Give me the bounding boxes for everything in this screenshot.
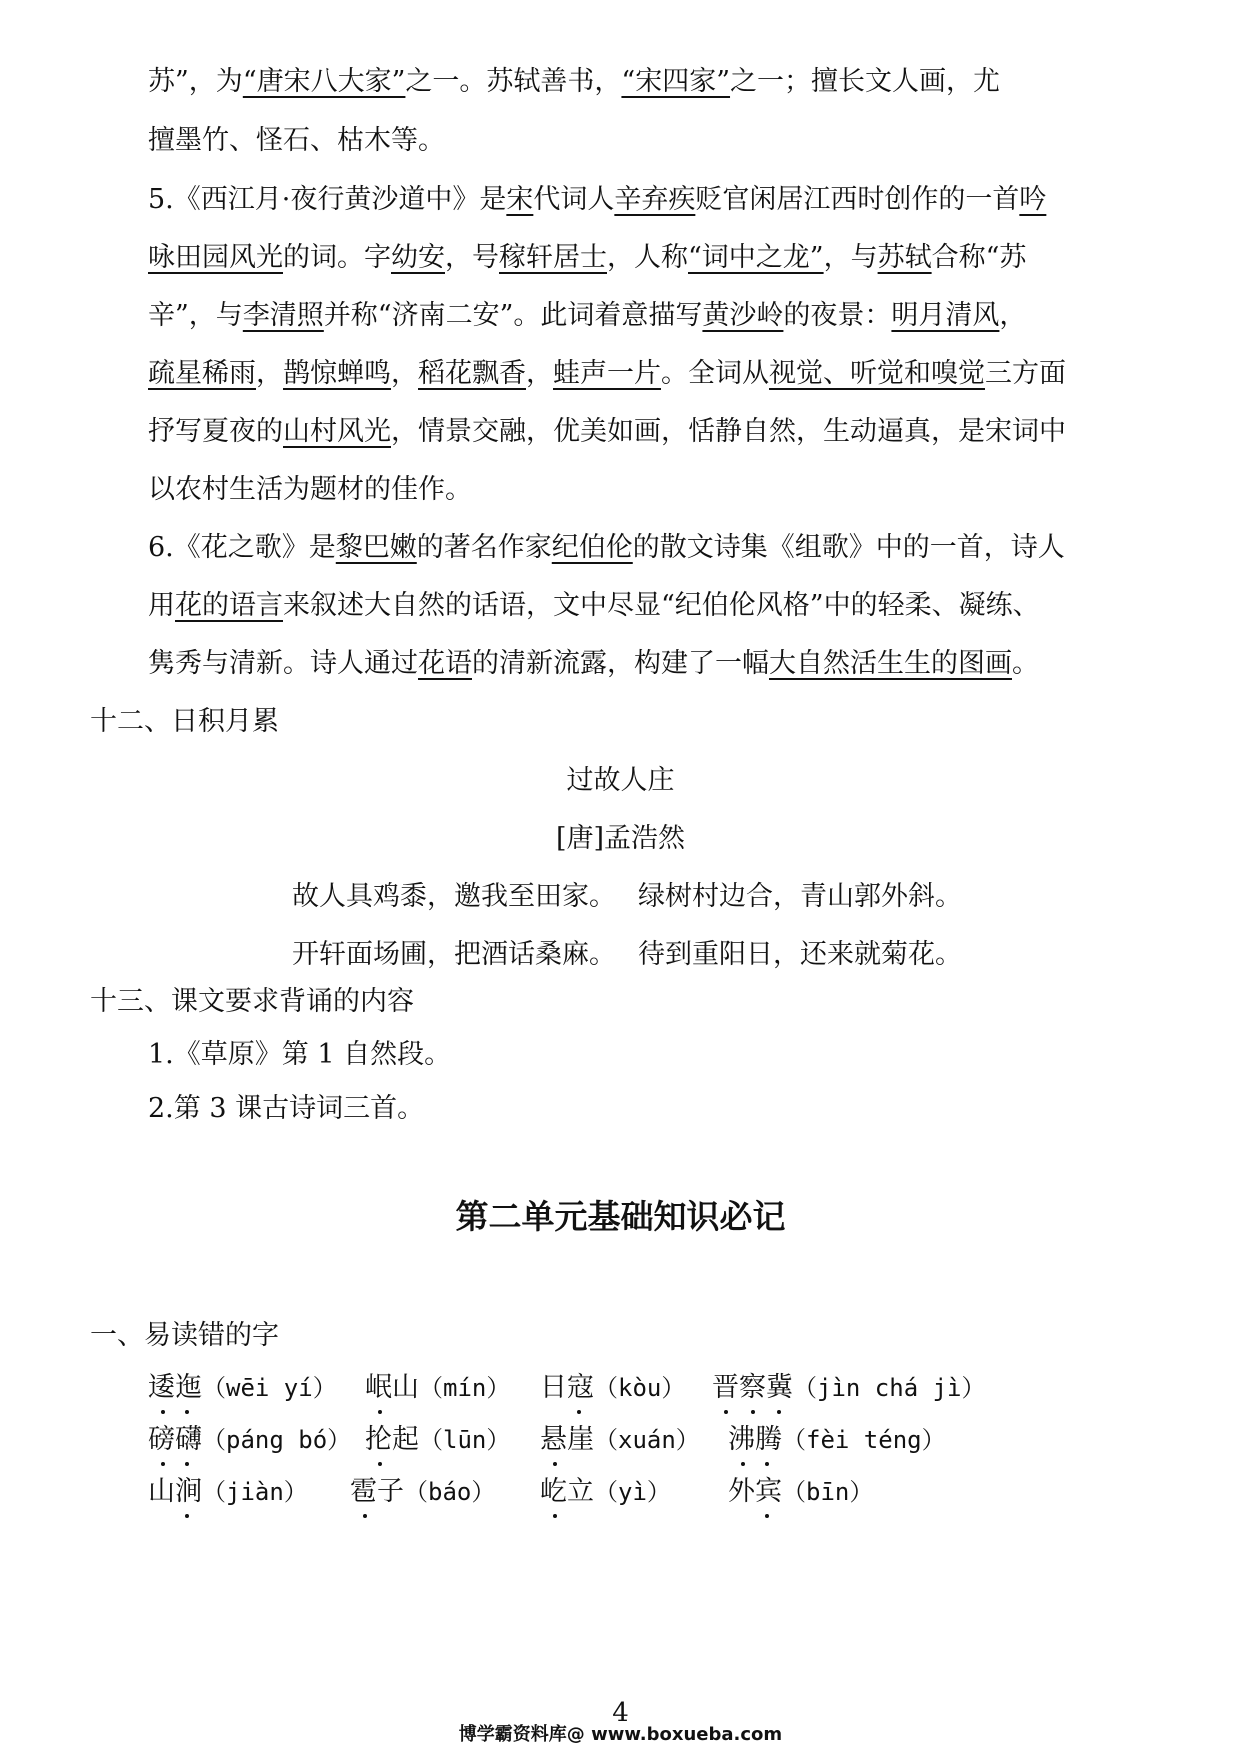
underlined-term: 黄沙岭 bbox=[702, 300, 784, 331]
text: ， bbox=[256, 358, 283, 389]
underlined-term: 纪伯伦 bbox=[551, 532, 633, 563]
unit2-title: 第二单元基础知识必记 bbox=[455, 1197, 786, 1236]
vocab-word-text: 外宾 bbox=[728, 1476, 782, 1507]
vocab-entry bbox=[712, 1368, 986, 1408]
vocab-word bbox=[540, 1368, 594, 1408]
underlined-term: 李清照 bbox=[242, 300, 324, 331]
vocab-entry bbox=[728, 1472, 873, 1512]
text: ，情景交融，优美如画，恬静自然，生动逼真，是宋词中 bbox=[391, 416, 1066, 447]
pinyin: （kòu） bbox=[594, 1374, 686, 1402]
underlined-term: 明月清风 bbox=[891, 300, 1000, 331]
vocab-word-text: 悬崖 bbox=[540, 1424, 594, 1455]
vocab-word-text: 岷山 bbox=[365, 1372, 419, 1403]
para5-line2 bbox=[148, 238, 1148, 278]
poem-line-1 bbox=[292, 877, 1241, 917]
underlined-term: 山村风光 bbox=[283, 416, 391, 447]
para5-line4 bbox=[148, 354, 1148, 394]
pinyin: （bīn） bbox=[782, 1478, 874, 1506]
text: ，号 bbox=[445, 242, 499, 273]
text: 。 bbox=[1012, 648, 1039, 679]
text: 来叙述大自然的话语，文中尽显“纪伯伦风格”中的轻柔、凝练、 bbox=[283, 590, 1040, 621]
poem-verse: 待到重阳日，还来就菊花。 bbox=[638, 939, 962, 970]
emphasis-dot bbox=[185, 1514, 189, 1518]
text: 抒写夏夜的 bbox=[148, 416, 283, 447]
underlined-term: 疏星稀雨 bbox=[148, 358, 256, 389]
vocab-word bbox=[540, 1472, 594, 1512]
pinyin: （lūn） bbox=[419, 1426, 511, 1454]
text: 的夜景： bbox=[783, 300, 892, 331]
underlined-term: “唐宋八大家” bbox=[242, 66, 406, 97]
text: 6.《花之歌》是 bbox=[148, 532, 336, 563]
underlined-term: 稼轩居士 bbox=[499, 242, 607, 273]
text: 5.《西江月·夜行黄沙道中》是 bbox=[148, 184, 507, 215]
text: 贬官闲居江西时创作的一首 bbox=[695, 184, 1020, 215]
emphasis-dot bbox=[724, 1410, 728, 1414]
text: 的词。字 bbox=[283, 242, 391, 273]
vocab-entry bbox=[365, 1368, 510, 1408]
underlined-term: 苏轼 bbox=[877, 242, 932, 273]
vocab-word bbox=[148, 1472, 202, 1512]
para5-line3 bbox=[148, 296, 1148, 336]
text: 的散文诗集《组歌》中的一首，诗人 bbox=[632, 532, 1065, 563]
poem-line-2 bbox=[292, 935, 1241, 975]
underlined-term: 大自然活生生的图画 bbox=[769, 648, 1012, 679]
underlined-term: 鹊惊蝉鸣 bbox=[283, 358, 391, 389]
emphasis-dot bbox=[751, 1410, 755, 1414]
vocab-entry bbox=[540, 1368, 685, 1408]
vocab-word-text: 晋察冀 bbox=[712, 1372, 793, 1403]
vocab-entry bbox=[148, 1368, 337, 1408]
text: ， bbox=[526, 358, 553, 389]
emphasis-dot bbox=[765, 1514, 769, 1518]
page-number: 4 bbox=[612, 1698, 629, 1728]
vocab-word-text: 抡起 bbox=[365, 1424, 419, 1455]
underlined-term: “词中之龙” bbox=[688, 242, 824, 273]
text: 隽秀与清新。诗人通过 bbox=[148, 648, 418, 679]
text: 合称“苏 bbox=[931, 242, 1027, 273]
vocab-entry bbox=[365, 1420, 510, 1460]
underlined-term: 视觉、听觉和嗅觉 bbox=[769, 358, 985, 389]
emphasis-dot bbox=[185, 1462, 189, 1466]
vocab-word-text: 屹立 bbox=[540, 1476, 594, 1507]
poem-verse: 开轩面场圃，把酒话桑麻。 bbox=[292, 939, 616, 970]
section13-heading: 十三、课文要求背诵的内容 bbox=[90, 986, 414, 1017]
text: ， bbox=[391, 358, 418, 389]
emphasis-dot bbox=[185, 1410, 189, 1414]
text: ， bbox=[999, 300, 1027, 331]
vocab-word-text: 雹子 bbox=[350, 1476, 404, 1507]
vocab-entry bbox=[350, 1472, 495, 1512]
vocab-word bbox=[712, 1368, 793, 1408]
recite-item-2: 2.第 3 课古诗词三首。 bbox=[148, 1093, 425, 1124]
underlined-term: 花语 bbox=[418, 648, 472, 679]
vocab-word-text: 磅礴 bbox=[148, 1424, 202, 1455]
underlined-term: 辛弃疾 bbox=[614, 184, 696, 215]
poem-verse: 绿树村边合，青山郭外斜。 bbox=[638, 881, 962, 912]
pinyin: （páng bó） bbox=[202, 1426, 352, 1454]
pinyin: （jiàn） bbox=[202, 1478, 308, 1506]
text: 的清新流露，构建了一幅 bbox=[472, 648, 769, 679]
para5-line6: 以农村生活为题材的佳作。 bbox=[148, 474, 472, 505]
vocab-word-text: 山涧 bbox=[148, 1476, 202, 1507]
text: 的著名作家 bbox=[416, 532, 552, 563]
emphasis-dot bbox=[777, 1410, 781, 1414]
text: 辛”，与 bbox=[148, 300, 243, 331]
pinyin: （báo） bbox=[404, 1478, 496, 1506]
vocab-word-text: 沸腾 bbox=[728, 1424, 782, 1455]
para4-line2: 擅墨竹、怪石、枯木等。 bbox=[148, 125, 445, 156]
text: ，人称 bbox=[607, 242, 688, 273]
pinyin: （wēi yí） bbox=[202, 1374, 337, 1402]
pinyin: （jìn chá jì） bbox=[793, 1374, 986, 1402]
text: 苏”，为 bbox=[148, 66, 243, 97]
vocab-word bbox=[148, 1368, 202, 1408]
emphasis-dot bbox=[553, 1514, 557, 1518]
vocab-word-text: 逶迤 bbox=[148, 1372, 202, 1403]
para6-line2 bbox=[148, 586, 1148, 626]
para5-line1 bbox=[148, 180, 1148, 220]
underlined-term: 咏田园风光 bbox=[148, 242, 283, 273]
underlined-term: 蛙声一片 bbox=[553, 358, 661, 389]
poem-author: [唐]孟浩然 bbox=[555, 823, 686, 854]
emphasis-dot bbox=[161, 1462, 165, 1466]
footer-watermark: 博学霸资料库@ www.boxueba.com bbox=[458, 1724, 783, 1745]
text: 之一；擅长文人画，尤 bbox=[730, 66, 1001, 97]
underlined-term: 吟 bbox=[1019, 184, 1047, 215]
recite-item-1: 1.《草原》第 1 自然段。 bbox=[148, 1039, 452, 1070]
pinyin: （fèi téng） bbox=[782, 1426, 946, 1454]
poem-title: 过故人庄 bbox=[566, 765, 675, 796]
vocab-word bbox=[365, 1368, 419, 1408]
vocab-entry bbox=[540, 1472, 671, 1512]
vocab-word bbox=[728, 1472, 782, 1512]
pinyin: （yì） bbox=[594, 1478, 671, 1506]
para5-line5 bbox=[148, 412, 1148, 452]
pinyin: （xuán） bbox=[594, 1426, 700, 1454]
text: 代词人 bbox=[533, 184, 615, 215]
vocab-word bbox=[350, 1472, 404, 1512]
para6-line1 bbox=[148, 528, 1148, 568]
vocab-entry bbox=[728, 1420, 946, 1460]
poem-verse: 故人具鸡黍，邀我至田家。 bbox=[292, 881, 616, 912]
underlined-term: 稻花飘香 bbox=[418, 358, 526, 389]
underlined-term: 黎巴嫩 bbox=[335, 532, 417, 563]
para6-line3 bbox=[148, 644, 1148, 684]
vocab-word bbox=[728, 1420, 782, 1460]
emphasis-dot bbox=[378, 1462, 382, 1466]
unit2-section1-heading: 一、易读错的字 bbox=[90, 1320, 279, 1351]
text: 用 bbox=[148, 590, 175, 621]
vocab-entry bbox=[540, 1420, 700, 1460]
emphasis-dot bbox=[765, 1462, 769, 1466]
emphasis-dot bbox=[553, 1462, 557, 1466]
vocab-word bbox=[365, 1420, 419, 1460]
emphasis-dot bbox=[363, 1514, 367, 1518]
emphasis-dot bbox=[378, 1410, 382, 1414]
vocab-word-text: 日寇 bbox=[540, 1372, 594, 1403]
emphasis-dot bbox=[161, 1410, 165, 1414]
vocab-word bbox=[540, 1420, 594, 1460]
emphasis-dot bbox=[577, 1410, 581, 1414]
section12-heading: 十二、日积月累 bbox=[90, 706, 279, 737]
underlined-term: “宋四家” bbox=[621, 66, 731, 97]
text: 之一。苏轼善书， bbox=[405, 66, 622, 97]
pinyin: （mín） bbox=[419, 1374, 511, 1402]
text: ，与 bbox=[823, 242, 878, 273]
text: 三方面 bbox=[985, 358, 1066, 389]
vocab-entry bbox=[148, 1472, 308, 1512]
underlined-term: 幼安 bbox=[391, 242, 445, 273]
vocab-entry bbox=[148, 1420, 351, 1460]
text: 并称“济南二安”。此词着意描写 bbox=[323, 300, 703, 331]
underlined-term: 宋 bbox=[506, 184, 534, 215]
para4-line1 bbox=[148, 62, 1148, 102]
emphasis-dot bbox=[741, 1462, 745, 1466]
vocab-word bbox=[148, 1420, 202, 1460]
text: 。全词从 bbox=[661, 358, 769, 389]
underlined-term: 花的语言 bbox=[175, 590, 283, 621]
